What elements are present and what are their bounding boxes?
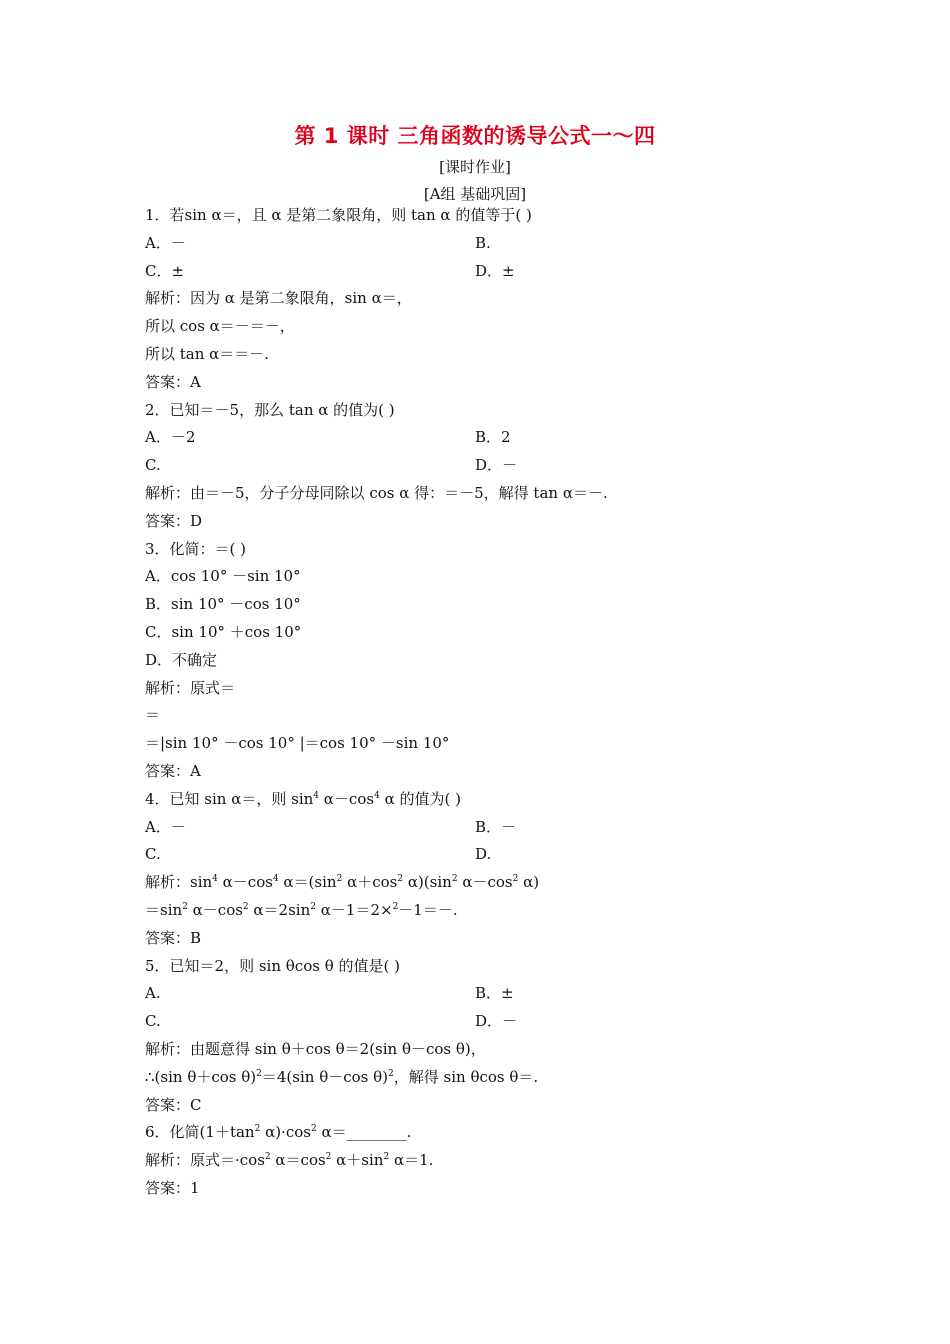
exponent: 2 [242,901,249,912]
option-left: C. [145,845,161,864]
exponent: 2 [325,1152,332,1163]
text-line: ＝|sin 10° －cos 10° |＝cos 10° －sin 10° [145,734,450,753]
text-segment: α＝(sin [278,873,337,892]
text-segment: α＋sin [331,1151,384,1170]
text-segment: α－cos [457,873,513,892]
option-left: A. [145,984,161,1003]
text-segment: 4．已知 sin α＝，则 sin [145,789,314,808]
text-segment: α－1＝2× [316,900,393,919]
exponent: 2 [256,1068,262,1079]
text-line: 5．已知＝2，则 sin θcos θ 的值是( ) [145,956,400,975]
text-segment: α＝2sin [248,900,311,919]
text-line [145,452,845,480]
text-segment: α 的值为( ) [379,789,461,808]
option-right: B．－ [475,817,517,836]
text-line [145,980,845,1008]
exponent: 2 [383,1152,390,1163]
option-right: D. [475,845,492,864]
text-segment: α＋cos [342,873,398,892]
text-line: 1．若sin α＝，且 α 是第二象限角，则 tan α 的值等于( ) [145,206,532,224]
text-line: 解析：由＝－5，分子分母同除以 cos α 得：＝－5，解得 tan α＝－. [145,483,608,502]
text-segment: ＝4(sin θ－cos θ) [261,1067,389,1086]
text-segment: α－cos [187,900,243,919]
text-line: 解析：原式＝ [145,678,236,697]
exponent: 4 [212,874,218,885]
text-line: 答案：1 [145,1178,200,1197]
group-label: [A组 基础巩固] [423,185,527,203]
text-segment: α＝________. [316,1123,412,1142]
text-segment: ∴(sin θ＋cos θ) [145,1067,257,1086]
exponent: 2 [264,1152,271,1163]
option-right: B. [475,233,491,252]
text-line [145,1008,845,1036]
text-line: 3．化简：＝( ) [145,539,247,558]
text-line [145,1119,845,1147]
text-segment: －1＝－. [398,900,458,919]
text-line [145,841,845,869]
text-line: 答案：C [145,1095,202,1114]
text-line: C．sin 10° ＋cos 10° [145,622,302,641]
option-left: C．± [145,261,185,280]
text-segment: 解析：原式＝·cos [145,1151,265,1170]
option-left: A．－2 [145,428,196,447]
exponent: 2 [451,874,458,885]
option-right: B．2 [475,428,511,447]
text-line: 2．已知＝－5，那么 tan α 的值为( ) [145,400,395,419]
exponent: 2 [336,874,343,885]
option-right: D．－ [475,456,518,475]
exponent: 4 [374,790,380,801]
exponent: 2 [182,901,188,912]
exponent: 2 [310,901,316,912]
text-segment: α)(sin [403,873,452,892]
text-segment: α－cos [319,789,375,808]
text-line: 答案：A [145,372,201,391]
exponent: 2 [310,1124,317,1135]
option-left: A．－ [145,233,186,252]
text-segment: 6．化简(1＋tan [145,1123,255,1142]
exponent: 2 [254,1124,261,1135]
document-body [145,202,845,1203]
text-line: ＝ [145,706,161,725]
text-line [145,1064,845,1092]
text-line: 解析：由题意得 sin θ＋cos θ＝2(sin θ－cos θ)， [145,1039,486,1058]
text-segment: α＝1. [389,1151,434,1170]
text-line [145,258,845,286]
text-line: 所以 tan α＝＝－. [145,344,270,363]
text-line [145,869,845,897]
text-segment: 解析：sin [145,873,213,892]
exponent: 2 [392,901,399,912]
exponent: 4 [313,790,320,801]
text-line: A．cos 10° －sin 10° [145,567,301,586]
option-left: A．－ [145,817,186,836]
text-line: 答案：B [145,928,202,947]
text-line: 解析：因为 α 是第二象限角，sin α＝， [145,289,412,308]
exponent: 2 [397,874,404,885]
text-segment: α) [518,873,540,892]
text-segment: α)·cos [260,1123,311,1142]
text-line: B．sin 10° －cos 10° [145,595,301,614]
text-line [145,814,845,842]
option-right: D．± [475,261,515,280]
exponent: 2 [388,1068,394,1079]
homework-label: [课时作业] [439,158,511,176]
text-line: D．不确定 [145,650,218,669]
exponent: 2 [512,874,519,885]
text-segment: α－cos [217,873,273,892]
text-line [145,424,845,452]
text-line: 所以 cos α＝－＝－， [145,317,295,336]
text-line: 答案：A [145,761,201,780]
text-line [145,897,845,925]
option-left: C. [145,456,161,475]
option-right: B．± [475,984,514,1003]
page-title: 第 1 课时 三角函数的诱导公式一～四 [294,124,656,148]
text-segment: ，解得 sin θcos θ＝. [393,1067,539,1086]
text-line [145,1147,845,1175]
text-line: 答案：D [145,511,203,530]
text-line [145,230,845,258]
exponent: 4 [272,874,279,885]
option-right: D．－ [475,1012,518,1031]
text-segment: α＝cos [270,1151,326,1170]
text-segment: ＝sin [145,900,183,919]
text-line [145,786,845,814]
option-left: C. [145,1012,161,1031]
